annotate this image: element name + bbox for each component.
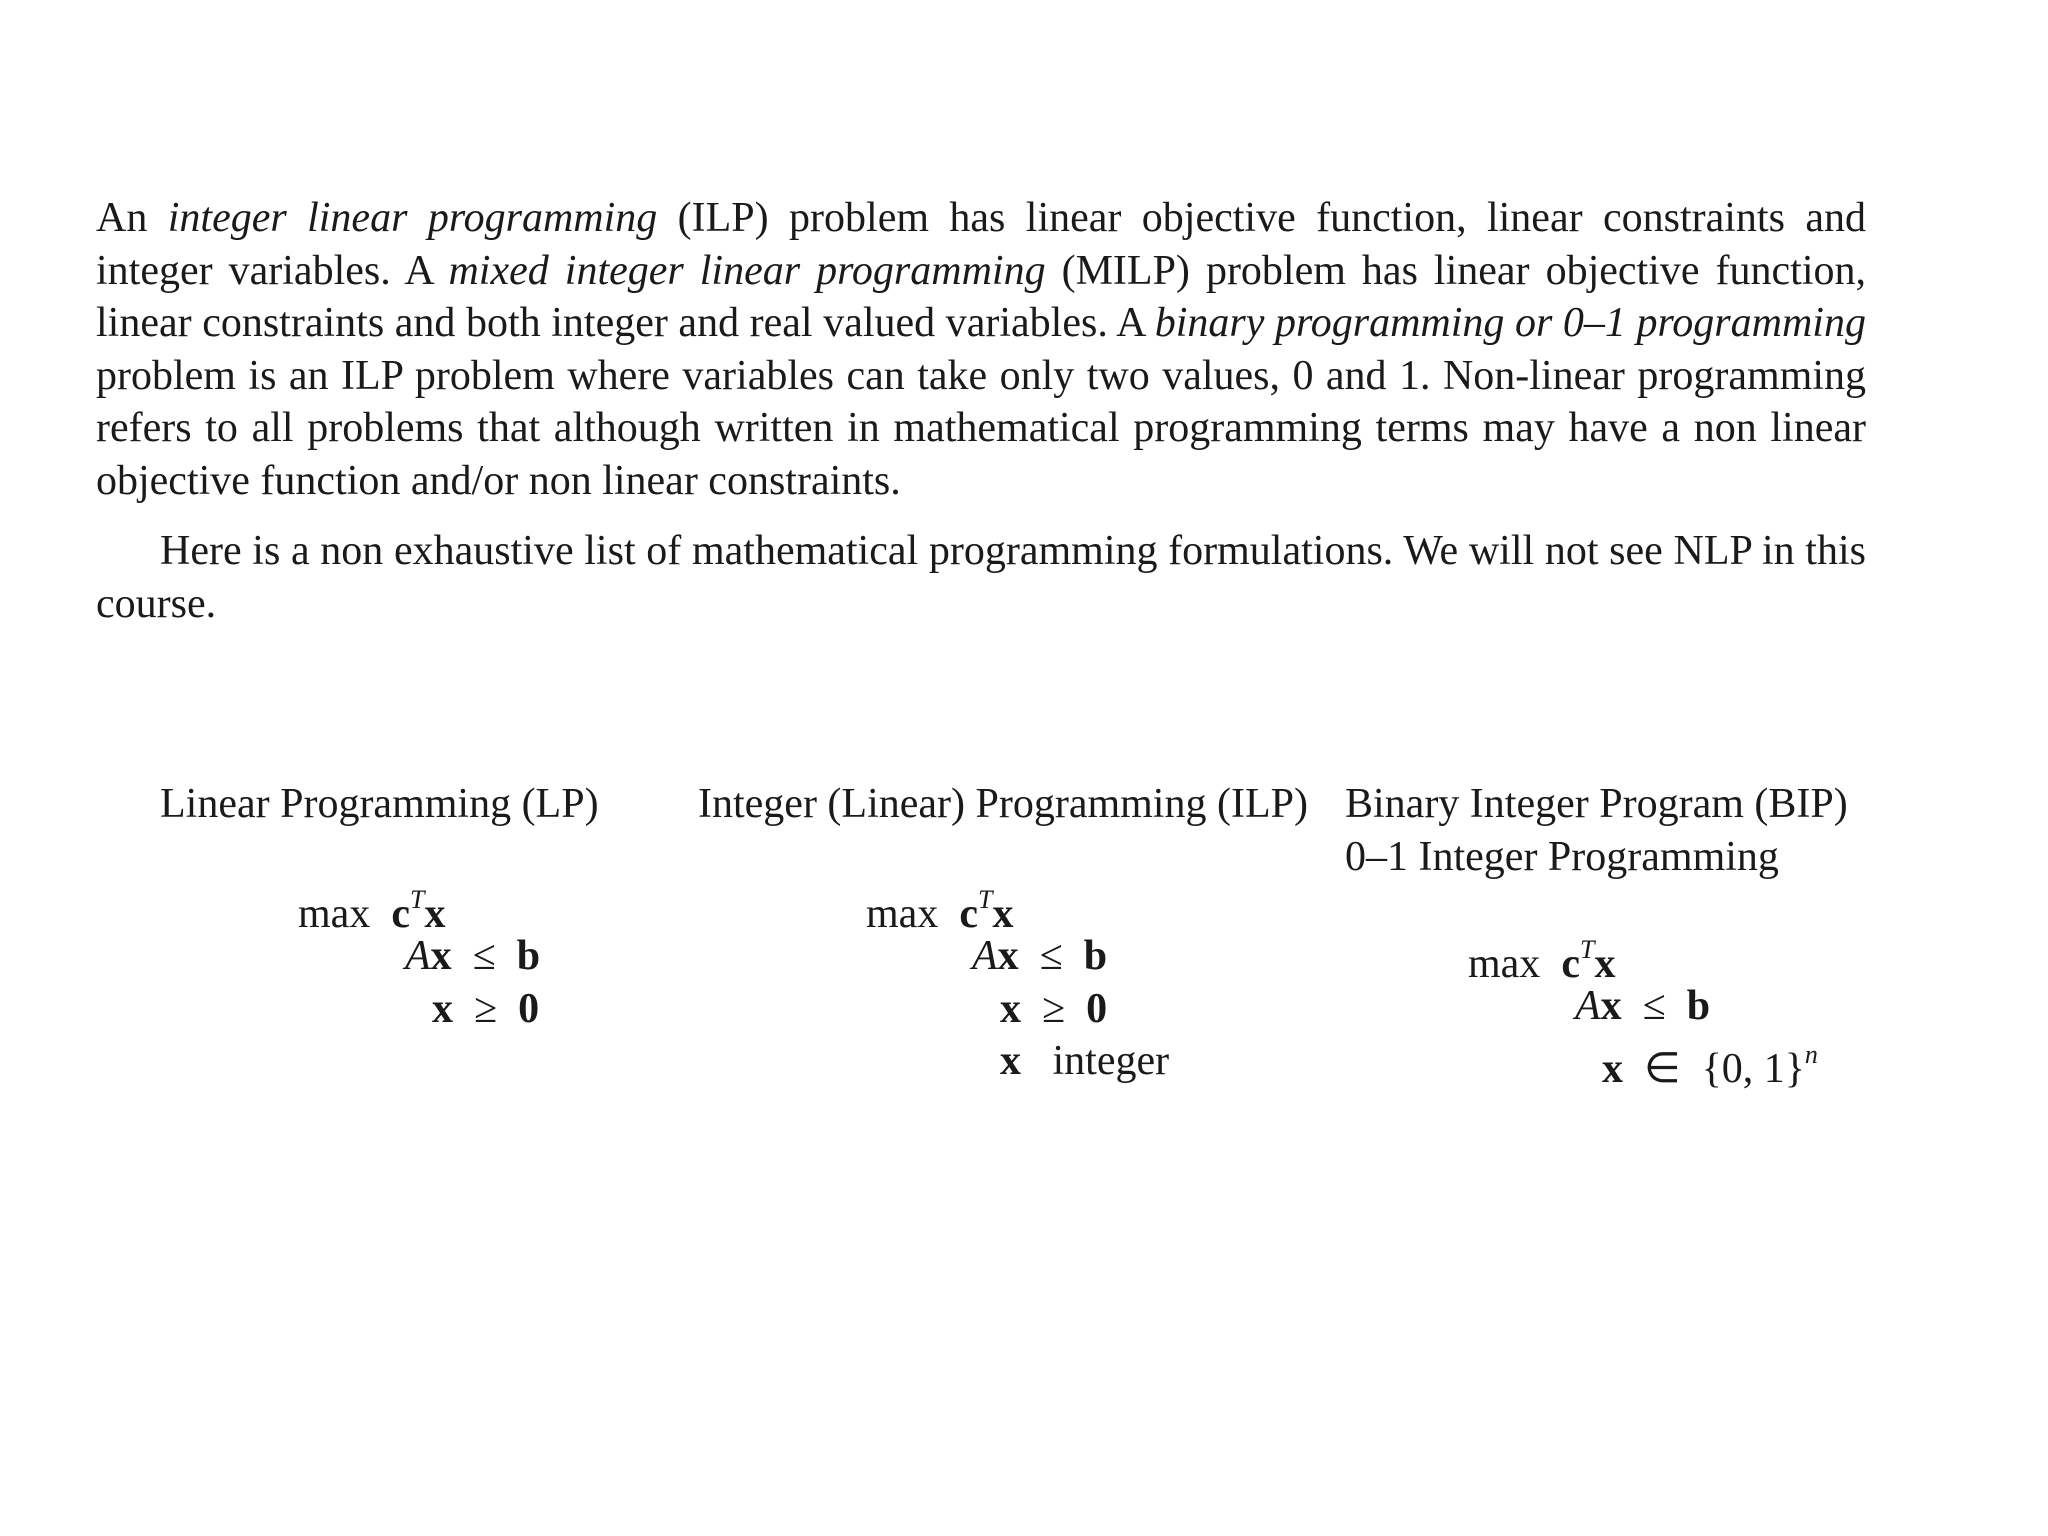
x-vector: x [1000, 986, 1021, 1032]
x-vector: x [1000, 1038, 1021, 1084]
text-span: problem is an ILP problem where variables can take only two values, 0 and 1. Non-linear programming refers to all problems that although written in mathematical programming terms may have a non linear objective function and/or non linear constraints. [96, 352, 1866, 504]
term-integer-linear-programming: integer linear programming [167, 195, 658, 241]
b-vector: b [516, 933, 541, 979]
x-vector: x [992, 891, 1014, 937]
max-word: max [298, 891, 371, 937]
c-vector: c [1561, 941, 1580, 987]
transpose-mark: T [1579, 935, 1595, 964]
ge-sign: ≥ [1042, 986, 1066, 1032]
bip-constraint-x-in-set [1602, 1033, 1818, 1095]
ge-sign: ≥ [474, 986, 498, 1032]
c-vector: c [391, 891, 410, 937]
max-word: max [1468, 941, 1541, 987]
a-matrix: A [1575, 983, 1601, 1029]
le-sign: ≤ [1039, 933, 1063, 979]
ilp-heading: Integer (Linear) Programming (ILP) [698, 781, 1308, 827]
text-span: (MILP) problem has linear objective function, linear constraints and both integer and real valued variables. A [96, 247, 1866, 346]
text-span: An [96, 195, 168, 241]
ilp-constraint-ax-le-b [972, 930, 1107, 982]
exponent-n: n [1804, 1040, 1818, 1069]
transpose-mark: T [409, 885, 425, 914]
le-sign: ≤ [472, 933, 496, 979]
integer-word: integer [1052, 1038, 1170, 1084]
x-vector: x [997, 933, 1019, 979]
max-word: max [866, 891, 939, 937]
ilp-constraint-x-ge-0 [1000, 983, 1107, 1035]
x-vector: x [424, 891, 446, 937]
formulations-intro-paragraph: Here is a non exhaustive list of mathematical programming formulations. We will not see NLP in this course. [96, 528, 1866, 627]
c-vector: c [959, 891, 978, 937]
b-vector: b [1083, 933, 1108, 979]
term-mixed-integer-linear-programming: mixed integer linear programming [448, 247, 1046, 294]
x-vector: x [1602, 1046, 1623, 1092]
lp-constraint-x-ge-0 [432, 983, 539, 1035]
x-vector: x [1600, 983, 1622, 1029]
a-matrix: A [405, 933, 431, 979]
zero-vector: 0 [1086, 986, 1108, 1032]
ilp-constraint-x-integer [1000, 1035, 1169, 1087]
le-sign: ≤ [1642, 983, 1666, 1029]
x-vector: x [1594, 941, 1616, 987]
bip-constraint-ax-le-b [1575, 980, 1710, 1032]
text-span: (ILP) problem has linear objective function, linear constraints and integer variables. A [96, 195, 1866, 294]
b-vector: b [1686, 983, 1711, 1029]
transpose-mark: T [977, 885, 993, 914]
binary-set: {0, 1} [1701, 1046, 1805, 1092]
lp-constraint-ax-le-b [405, 930, 555, 982]
x-vector: x [430, 933, 452, 979]
lp-heading: Linear Programming (LP) [160, 781, 599, 827]
in-sign: ∈ [1644, 1046, 1681, 1092]
term-binary-programming: binary programming or 0–1 programming [1154, 300, 1866, 346]
a-matrix: A [972, 933, 998, 979]
bip-subheading: 0–1 Integer Programming [1345, 834, 1779, 880]
zero-vector: 0 [518, 986, 540, 1032]
intro-paragraph [96, 192, 1866, 507]
bip-heading: Binary Integer Program (BIP) [1345, 781, 1848, 827]
x-vector: x [432, 986, 453, 1032]
